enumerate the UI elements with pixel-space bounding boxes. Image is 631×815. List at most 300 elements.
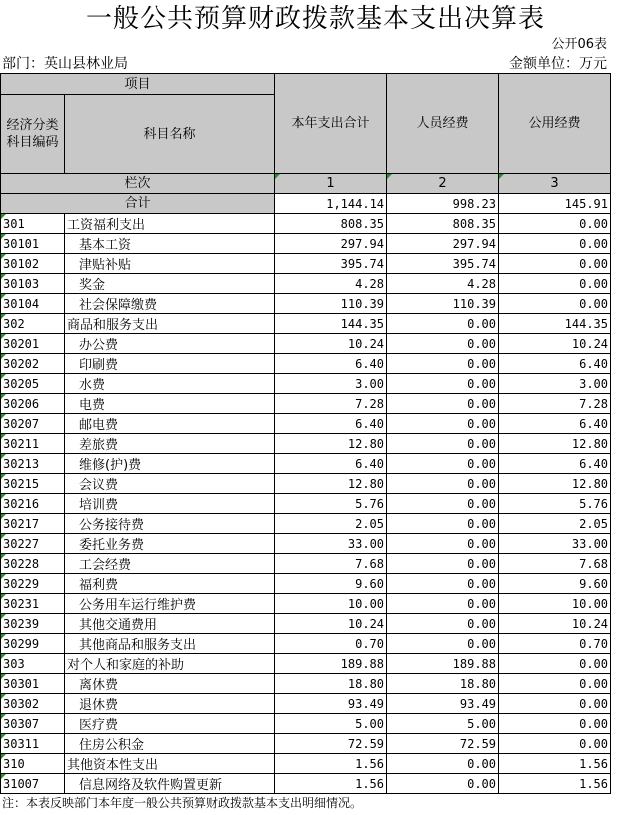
cell-marker-icon <box>1 774 6 779</box>
cell-personnel <box>387 234 499 254</box>
table-row <box>1 654 611 674</box>
cell-total <box>275 214 387 234</box>
cell-total-text: 93.49 <box>347 696 385 711</box>
cell-name <box>65 594 275 614</box>
table-row <box>1 274 611 294</box>
cell-public-text: 5.76 <box>579 496 609 511</box>
cell-total-text: 808.35 <box>340 216 385 231</box>
table-number: 公开06表 <box>551 37 607 52</box>
cell-marker-icon <box>1 494 6 499</box>
cell-personnel <box>387 474 499 494</box>
cell-name-text: 离休费 <box>79 678 119 693</box>
cell-public-text: 0.00 <box>579 656 609 671</box>
cell-public <box>499 314 611 334</box>
cell-name-text: 工会经费 <box>79 558 132 573</box>
cell-marker-icon <box>1 434 6 439</box>
cell-total-text: 6.40 <box>355 456 385 471</box>
cell-marker-icon <box>499 174 504 179</box>
cell-name-text: 维修(护)费 <box>79 458 142 473</box>
cell-marker-icon <box>1 334 6 339</box>
cell-public <box>499 514 611 534</box>
cell-code <box>1 394 65 414</box>
cell-public <box>499 714 611 734</box>
cell-code-text: 30101 <box>3 236 40 251</box>
cell-public <box>499 214 611 234</box>
cell-name <box>65 654 275 674</box>
cell-name <box>65 374 275 394</box>
cell-public-text: 0.00 <box>579 236 609 251</box>
cell-personnel-text: 93.49 <box>459 696 497 711</box>
cell-public-text: 6.40 <box>579 416 609 431</box>
cell-total-text: 5.76 <box>355 496 385 511</box>
cell-personnel-text: 0.00 <box>467 496 497 511</box>
cell-code-text: 30206 <box>3 396 40 411</box>
cell-name <box>65 694 275 714</box>
cell-public-text: 9.60 <box>579 576 609 591</box>
table-row <box>1 474 611 494</box>
cell-code <box>1 254 65 274</box>
cell-marker-icon <box>1 474 6 479</box>
header-col1-text: 1 <box>326 176 335 191</box>
cell-public-text: 33.00 <box>571 536 609 551</box>
cell-personnel <box>387 354 499 374</box>
cell-total <box>275 334 387 354</box>
cell-personnel <box>387 754 499 774</box>
cell-total-text: 1.56 <box>355 756 385 771</box>
cell-personnel <box>387 214 499 234</box>
cell-name-text: 福利费 <box>79 578 119 593</box>
cell-total <box>275 394 387 414</box>
cell-code-text: 30207 <box>3 416 40 431</box>
cell-public-text: 0.00 <box>579 736 609 751</box>
cell-code-text: 30215 <box>3 476 40 491</box>
header-index-label: 栏次 <box>1 174 275 194</box>
cell-code <box>1 734 65 754</box>
header-col2-text: 2 <box>438 176 447 191</box>
cell-public <box>499 634 611 654</box>
cell-personnel-text: 0.00 <box>467 636 497 651</box>
cell-marker-icon <box>1 234 6 239</box>
cell-name-text: 电费 <box>79 398 106 413</box>
cell-public-text: 0.00 <box>579 696 609 711</box>
cell-code <box>1 754 65 774</box>
cell-total-text: 2.05 <box>355 516 385 531</box>
cell-code <box>1 714 65 734</box>
cell-name-text: 基本工资 <box>79 238 132 253</box>
cell-total-text: 18.80 <box>347 676 385 691</box>
cell-code-text: 302 <box>3 316 25 331</box>
cell-code-text: 30307 <box>3 716 40 731</box>
cell-code-text: 30216 <box>3 496 40 511</box>
cell-total-text: 9.60 <box>355 576 385 591</box>
cell-marker-icon <box>1 294 6 299</box>
cell-marker-icon <box>275 174 280 179</box>
cell-personnel <box>387 674 499 694</box>
cell-public-text: 0.00 <box>579 716 609 731</box>
cell-personnel <box>387 274 499 294</box>
cell-personnel-text: 4.28 <box>467 276 497 291</box>
cell-total <box>275 434 387 454</box>
cell-name <box>65 774 275 794</box>
cell-name-text: 办公费 <box>79 338 119 353</box>
cell-personnel <box>387 314 499 334</box>
cell-code <box>1 354 65 374</box>
cell-total <box>275 474 387 494</box>
cell-public <box>499 694 611 714</box>
cell-total-text: 1.56 <box>355 776 385 791</box>
footnote: 注：本表反映部门本年度一般公共预算财政拨款基本支出明细情况。 <box>2 796 363 810</box>
cell-public-text: 0.00 <box>579 676 609 691</box>
table-row <box>1 414 611 434</box>
cell-name <box>65 494 275 514</box>
cell-name <box>65 234 275 254</box>
cell-code <box>1 674 65 694</box>
cell-marker-icon <box>1 394 6 399</box>
cell-name <box>65 454 275 474</box>
cell-name <box>65 734 275 754</box>
cell-code <box>1 374 65 394</box>
cell-code <box>1 594 65 614</box>
cell-marker-icon <box>1 674 6 679</box>
cell-personnel-text: 808.35 <box>452 216 497 231</box>
cell-name <box>65 294 275 314</box>
table-row <box>1 594 611 614</box>
cell-public <box>499 754 611 774</box>
cell-total-text: 6.40 <box>355 356 385 371</box>
cell-total-text: 10.00 <box>347 596 385 611</box>
cell-public <box>499 334 611 354</box>
table-row <box>1 214 611 234</box>
cell-marker-icon <box>1 594 6 599</box>
table-row <box>1 734 611 754</box>
cell-code-text: 30239 <box>3 616 40 631</box>
cell-public-text: 12.80 <box>571 476 609 491</box>
cell-personnel-text: 0.00 <box>467 596 497 611</box>
cell-code-text: 30311 <box>3 736 40 751</box>
cell-total-text: 7.68 <box>355 556 385 571</box>
cell-personnel <box>387 394 499 414</box>
cell-name-text: 水费 <box>79 378 106 393</box>
header-econ-code: 经济分类科目编码 <box>1 95 65 174</box>
cell-total-text: 110.39 <box>340 296 385 311</box>
cell-code <box>1 434 65 454</box>
cell-public <box>499 274 611 294</box>
cell-marker-icon <box>1 354 6 359</box>
cell-code-text: 30231 <box>3 596 40 611</box>
cell-code-text: 30299 <box>3 636 40 651</box>
table-row <box>1 694 611 714</box>
cell-code <box>1 574 65 594</box>
cell-personnel <box>387 554 499 574</box>
cell-personnel-text: 0.00 <box>467 316 497 331</box>
cell-public-text: 6.40 <box>579 356 609 371</box>
cell-personnel <box>387 654 499 674</box>
cell-public <box>499 394 611 414</box>
cell-name-text: 其他资本性支出 <box>67 758 159 773</box>
cell-marker-icon <box>1 754 6 759</box>
cell-total <box>275 314 387 334</box>
cell-name-text: 津贴补贴 <box>79 258 132 273</box>
table-row <box>1 534 611 554</box>
cell-marker-icon <box>1 614 6 619</box>
cell-public <box>499 234 611 254</box>
cell-name <box>65 634 275 654</box>
cell-total <box>275 774 387 794</box>
cell-public <box>499 254 611 274</box>
table-row <box>1 754 611 774</box>
cell-public <box>499 574 611 594</box>
cell-personnel-text: 0.00 <box>467 376 497 391</box>
cell-public <box>499 434 611 454</box>
cell-name-text: 公务用车运行维护费 <box>79 598 197 613</box>
cell-personnel <box>387 254 499 274</box>
cell-name-text: 社会保障缴费 <box>79 298 158 313</box>
cell-personnel <box>387 334 499 354</box>
cell-code-text: 30201 <box>3 336 40 351</box>
cell-marker-icon <box>1 374 6 379</box>
cell-total-text: 4.28 <box>355 276 385 291</box>
cell-name-text: 其他商品和服务支出 <box>79 638 197 653</box>
table-row <box>1 394 611 414</box>
cell-marker-icon <box>1 714 6 719</box>
cell-total <box>275 754 387 774</box>
cell-name <box>65 394 275 414</box>
cell-code-text: 30103 <box>3 276 40 291</box>
cell-marker-icon <box>1 694 6 699</box>
cell-public <box>499 534 611 554</box>
cell-public-text: 6.40 <box>579 456 609 471</box>
header-col3-text: 3 <box>550 176 559 191</box>
cell-code-text: 310 <box>3 756 25 771</box>
cell-marker-icon <box>1 254 6 259</box>
cell-personnel <box>387 294 499 314</box>
cell-marker-icon <box>1 414 6 419</box>
table-row <box>1 234 611 254</box>
cell-public-text: 0.70 <box>579 636 609 651</box>
cell-total <box>275 714 387 734</box>
cell-total-text: 6.40 <box>355 416 385 431</box>
cell-public-text: 0.00 <box>579 216 609 231</box>
cell-name <box>65 274 275 294</box>
cell-total <box>275 594 387 614</box>
cell-name-text: 住房公积金 <box>79 738 145 753</box>
cell-code-text: 30302 <box>3 696 40 711</box>
cell-public <box>499 354 611 374</box>
cell-name-text: 邮电费 <box>79 418 119 433</box>
table-row <box>1 554 611 574</box>
cell-total-text: 5.00 <box>355 716 385 731</box>
cell-personnel-text: 0.00 <box>467 776 497 791</box>
cell-code-text: 30104 <box>3 296 40 311</box>
cell-code-text: 303 <box>3 656 25 671</box>
cell-personnel <box>387 574 499 594</box>
sum-personnel: 998.23 <box>387 194 499 214</box>
cell-personnel <box>387 694 499 714</box>
cell-total <box>275 694 387 714</box>
cell-code <box>1 614 65 634</box>
cell-total-text: 395.74 <box>340 256 385 271</box>
cell-name-text: 会议费 <box>79 478 119 493</box>
cell-name-text: 对个人和家庭的补助 <box>67 658 185 673</box>
table-row <box>1 454 611 474</box>
cell-marker-icon <box>1 274 6 279</box>
cell-code-text: 30229 <box>3 576 40 591</box>
cell-name <box>65 754 275 774</box>
cell-public-text: 12.80 <box>571 436 609 451</box>
cell-public <box>499 494 611 514</box>
cell-total <box>275 654 387 674</box>
cell-code-text: 30217 <box>3 516 40 531</box>
table-row <box>1 374 611 394</box>
page-title: 一般公共预算财政拨款基本支出决算表 <box>85 4 545 34</box>
cell-code <box>1 314 65 334</box>
table-row <box>1 314 611 334</box>
cell-public <box>499 614 611 634</box>
header-public: 公用经费 <box>499 74 611 174</box>
cell-total <box>275 554 387 574</box>
cell-total <box>275 534 387 554</box>
cell-total <box>275 514 387 534</box>
cell-total <box>275 454 387 474</box>
cell-personnel <box>387 594 499 614</box>
cell-personnel-text: 0.00 <box>467 756 497 771</box>
cell-name <box>65 254 275 274</box>
cell-personnel <box>387 454 499 474</box>
table-row <box>1 634 611 654</box>
cell-total-text: 3.00 <box>355 376 385 391</box>
cell-name <box>65 674 275 694</box>
cell-personnel <box>387 434 499 454</box>
cell-public <box>499 734 611 754</box>
cell-total <box>275 674 387 694</box>
cell-personnel-text: 0.00 <box>467 616 497 631</box>
cell-public-text: 1.56 <box>579 776 609 791</box>
cell-name-text: 信息网络及软件购置更新 <box>79 778 223 793</box>
cell-name-text: 退休费 <box>79 698 119 713</box>
cell-name-text: 商品和服务支出 <box>67 318 159 333</box>
table-row <box>1 494 611 514</box>
cell-code <box>1 214 65 234</box>
header-col2 <box>387 174 499 194</box>
cell-public <box>499 554 611 574</box>
cell-personnel-text: 189.88 <box>452 656 497 671</box>
cell-total <box>275 354 387 374</box>
cell-code-text: 30211 <box>3 436 40 451</box>
cell-total <box>275 294 387 314</box>
cell-public-text: 3.00 <box>579 376 609 391</box>
cell-code-text: 30202 <box>3 356 40 371</box>
cell-name-text: 差旅费 <box>79 438 119 453</box>
cell-personnel-text: 0.00 <box>467 356 497 371</box>
cell-personnel-text: 0.00 <box>467 516 497 531</box>
table-row <box>1 614 611 634</box>
cell-name-text: 其他交通费用 <box>79 618 158 633</box>
cell-personnel-text: 72.59 <box>459 736 497 751</box>
cell-name <box>65 334 275 354</box>
cell-total-text: 72.59 <box>347 736 385 751</box>
cell-name <box>65 714 275 734</box>
cell-total <box>275 614 387 634</box>
cell-personnel-text: 0.00 <box>467 396 497 411</box>
sum-label: 合计 <box>1 194 275 214</box>
cell-total <box>275 374 387 394</box>
cell-total-text: 10.24 <box>347 616 385 631</box>
cell-personnel <box>387 714 499 734</box>
cell-name <box>65 214 275 234</box>
table-row <box>1 714 611 734</box>
cell-total-text: 10.24 <box>347 336 385 351</box>
sum-total: 1,144.14 <box>275 194 387 214</box>
cell-total-text: 7.28 <box>355 396 385 411</box>
cell-name <box>65 554 275 574</box>
cell-marker-icon <box>387 174 392 179</box>
cell-marker-icon <box>1 574 6 579</box>
cell-public-text: 0.00 <box>579 276 609 291</box>
cell-name-text: 印刷费 <box>79 358 119 373</box>
cell-public-text: 7.28 <box>579 396 609 411</box>
cell-code <box>1 654 65 674</box>
cell-personnel-text: 110.39 <box>452 296 497 311</box>
cell-public <box>499 474 611 494</box>
cell-total-text: 12.80 <box>347 436 385 451</box>
cell-personnel-text: 0.00 <box>467 456 497 471</box>
cell-public-text: 2.05 <box>579 516 609 531</box>
cell-code <box>1 454 65 474</box>
header-project: 项目 <box>1 74 275 95</box>
cell-public <box>499 674 611 694</box>
cell-code-text: 30102 <box>3 256 40 271</box>
cell-name <box>65 314 275 334</box>
cell-marker-icon <box>1 534 6 539</box>
cell-personnel <box>387 494 499 514</box>
cell-code <box>1 414 65 434</box>
cell-code <box>1 474 65 494</box>
cell-code-text: 30301 <box>3 676 40 691</box>
cell-code <box>1 774 65 794</box>
cell-code <box>1 494 65 514</box>
cell-personnel-text: 5.00 <box>467 716 497 731</box>
table-row <box>1 674 611 694</box>
cell-marker-icon <box>1 214 6 219</box>
cell-public <box>499 294 611 314</box>
cell-marker-icon <box>1 554 6 559</box>
cell-name-text: 奖金 <box>79 278 106 293</box>
header-total: 本年支出合计 <box>275 74 387 174</box>
cell-personnel-text: 0.00 <box>467 336 497 351</box>
amount-unit-label: 金额单位：万元 <box>509 56 607 72</box>
cell-public <box>499 654 611 674</box>
cell-name <box>65 474 275 494</box>
cell-name <box>65 434 275 454</box>
cell-public <box>499 594 611 614</box>
header-col1 <box>275 174 387 194</box>
cell-personnel-text: 0.00 <box>467 436 497 451</box>
cell-total <box>275 414 387 434</box>
cell-public-text: 10.00 <box>571 596 609 611</box>
cell-public <box>499 454 611 474</box>
cell-total-text: 144.35 <box>340 316 385 331</box>
table-row <box>1 434 611 454</box>
cell-public-text: 10.24 <box>571 616 609 631</box>
sum-public: 145.91 <box>499 194 611 214</box>
cell-total-text: 189.88 <box>340 656 385 671</box>
cell-public <box>499 374 611 394</box>
header-personnel: 人员经费 <box>387 74 499 174</box>
cell-public-text: 7.68 <box>579 556 609 571</box>
cell-marker-icon <box>1 514 6 519</box>
header-col3 <box>499 174 611 194</box>
cell-total <box>275 494 387 514</box>
